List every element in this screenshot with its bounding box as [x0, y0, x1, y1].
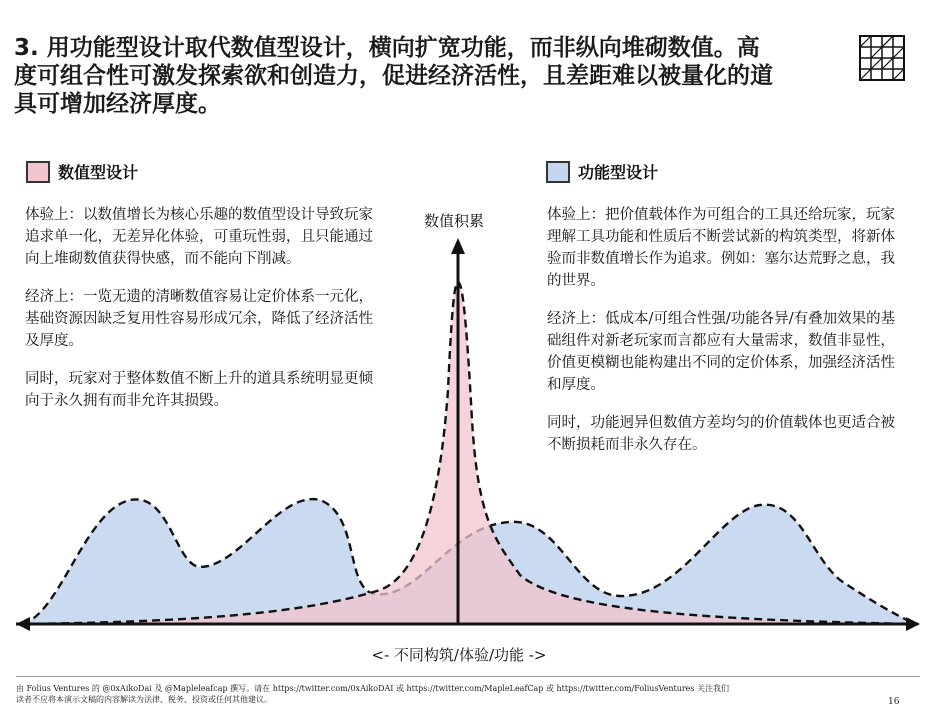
functional-durability-text: 同时，功能迥异但数值方差均匀的价值载体也更适合被不断损耗而非永久存在。 [547, 415, 895, 453]
functional-economy-text: 经济上：低成本/可组合性强/功能各异/有叠加效果的基础组件对新老玩家而言都应有大量需求，数值非显性，价值更模糊也能构建出不同的定价体系，加强经济活性和厚度。 [547, 311, 896, 393]
footer-authors: 由 Folius Ventures 的 @0xAikoDai 及 @Mapleleafcap 撰写。请在 https://twitter.com/0xAikoDAI 或 https://twitter.com/MapleLeafCap 或 https://twitter.com/FoliusVentures 关注我们 [16, 684, 730, 693]
numeric-economy-text: 经济上：一览无遗的清晰数值容易让定价体系一元化，基础资源因缺乏复用性容易形成冗余，降低了经济活性及厚度。 [25, 289, 373, 349]
x-axis-left-arrow [16, 617, 30, 631]
legend-label-functional: 功能型设计 [578, 163, 659, 182]
slide-title: 3. 用功能型设计取代数值型设计，横向扩宽功能，而非纵向堆砌数值。高度可组合性可激发探索欲和创造力，促进经济活性，且差距难以被量化的道具可增加经济厚度。 [14, 35, 773, 117]
numeric-experience-text: 体验上：以数值增长为核心乐趣的数值型设计导致玩家追求单一化，无差异化体验，可重玩性弱，且只能通过向上堆砌数值获得快感，而不能向下削减。 [25, 207, 373, 267]
functional-experience-text: 体验上：把价值载体作为可组合的工具还给玩家，玩家理解工具功能和性质后不断尝试新的构筑类型，将新体验而非数值增长作为追求。例如：塞尔达荒野之息，我的世界。 [547, 207, 895, 289]
legend-label-numeric: 数值型设计 [58, 163, 139, 182]
functional-design-description [547, 204, 903, 472]
footer-legal: 读者不应将本演示文稿的内容解读为法律、税务、投资或任何其他建议。 [16, 695, 272, 704]
numeric-ownership-text: 同时，玩家对于整体数值不断上升的道具系统明显更倾向于永久拥有而非允许其损毁。 [25, 371, 373, 409]
x-axis-label: <- 不同构筑/体验/功能 -> [371, 646, 547, 664]
numeric-design-description [25, 204, 377, 428]
y-axis-label: 数值积累 [424, 212, 485, 230]
x-axis-right-arrow [906, 617, 920, 631]
page-number: 16 [888, 697, 900, 707]
y-axis-arrow [451, 238, 465, 254]
footer-divider [16, 676, 920, 677]
footer-disclaimer [16, 683, 866, 705]
